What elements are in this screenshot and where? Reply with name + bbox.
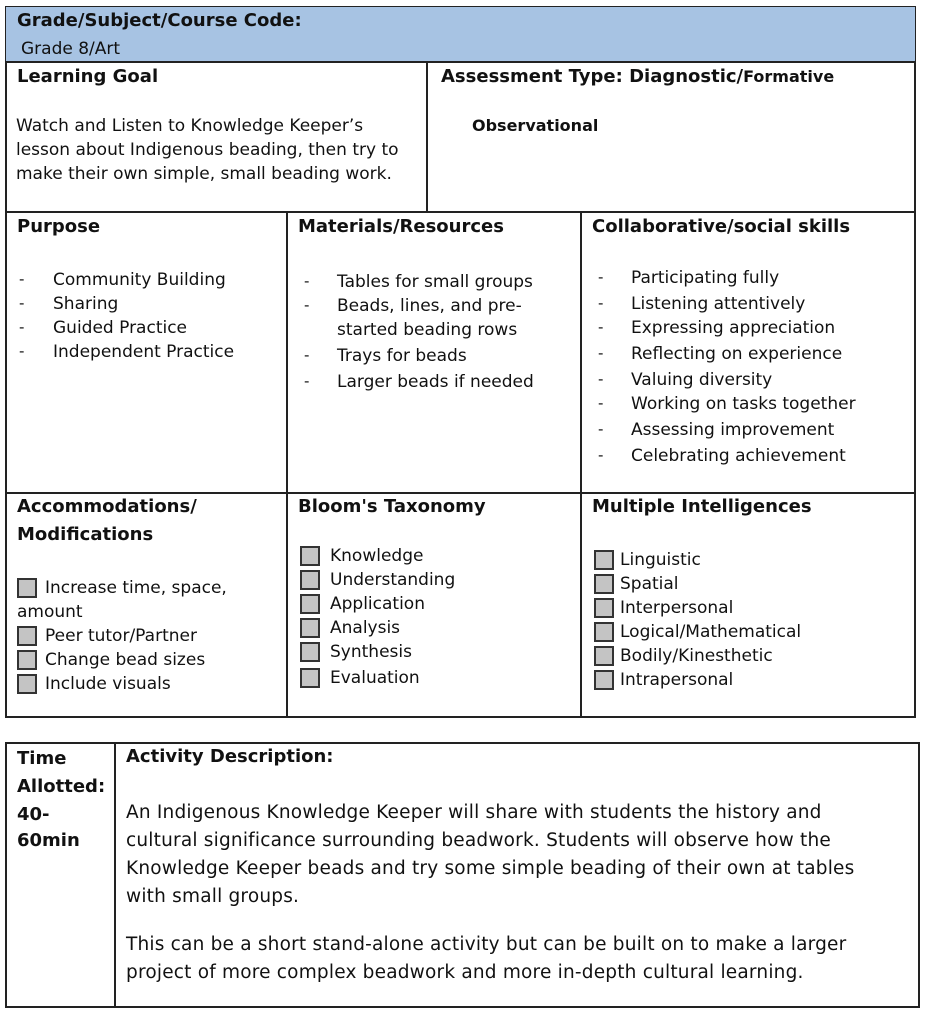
blooms-item: Application bbox=[330, 594, 425, 614]
social-skill-item: Working on tasks together bbox=[631, 394, 856, 414]
materials-item: Larger beads if needed bbox=[337, 372, 534, 392]
learning-goal-line: make their own simple, small beading work. bbox=[16, 164, 392, 184]
activity-paragraph-line: Knowledge Keeper beads and try some simple beading of their own at tables bbox=[126, 858, 855, 879]
social-skill-item: Participating fully bbox=[631, 268, 780, 288]
bullet-dash: - bbox=[598, 318, 604, 336]
assessment-heading-small: Formative bbox=[743, 67, 835, 86]
blooms-item: Understanding bbox=[330, 570, 456, 590]
bullet-dash: - bbox=[598, 394, 604, 412]
materials-item: Trays for beads bbox=[337, 346, 467, 366]
blooms-checkbox[interactable] bbox=[300, 618, 320, 638]
blooms-checkbox[interactable] bbox=[300, 546, 320, 566]
accommodation-item: Include visuals bbox=[45, 674, 171, 694]
bullet-dash: - bbox=[598, 344, 604, 362]
learning-goal-line: Watch and Listen to Knowledge Keeper’s bbox=[16, 116, 364, 136]
bullet-dash: - bbox=[19, 294, 25, 312]
bullet-dash: - bbox=[304, 372, 310, 390]
blooms-checkbox[interactable] bbox=[300, 570, 320, 590]
header-title: Grade/Subject/Course Code: bbox=[17, 10, 302, 31]
social-skill-item: Listening attentively bbox=[631, 294, 806, 314]
social-skill-item: Reflecting on experience bbox=[631, 344, 843, 364]
social-skill-item: Celebrating achievement bbox=[631, 446, 846, 466]
intelligence-item: Spatial bbox=[620, 574, 679, 594]
intelligence-item: Bodily/Kinesthetic bbox=[620, 646, 773, 666]
accommodation-item: Increase time, space, bbox=[45, 578, 227, 598]
materials-item: Beads, lines, and pre- bbox=[337, 296, 522, 316]
blooms-checkbox[interactable] bbox=[300, 642, 320, 662]
time-value: 40- bbox=[17, 804, 50, 825]
time-label: Allotted: bbox=[17, 776, 106, 797]
divider bbox=[6, 492, 915, 494]
blooms-checkbox[interactable] bbox=[300, 594, 320, 614]
purpose-item: Guided Practice bbox=[53, 318, 188, 338]
bullet-dash: - bbox=[598, 420, 604, 438]
purpose-item: Sharing bbox=[53, 294, 119, 314]
intelligence-item: Interpersonal bbox=[620, 598, 734, 618]
header-value: Grade 8/Art bbox=[21, 39, 121, 59]
materials-item: started beading rows bbox=[337, 320, 518, 340]
accommodation-checkbox[interactable] bbox=[17, 674, 37, 694]
intelligence-item: Logical/Mathematical bbox=[620, 622, 802, 642]
intelligence-item: Intrapersonal bbox=[620, 670, 734, 690]
intelligence-checkbox[interactable] bbox=[594, 646, 614, 666]
divider bbox=[114, 743, 116, 1007]
bullet-dash: - bbox=[598, 446, 604, 464]
purpose-item: Independent Practice bbox=[53, 342, 235, 362]
bullet-dash: - bbox=[598, 370, 604, 388]
accommodation-item: amount bbox=[17, 602, 83, 622]
divider bbox=[6, 211, 915, 213]
intelligence-checkbox[interactable] bbox=[594, 670, 614, 690]
activity-paragraph-line: An Indigenous Knowledge Keeper will share with students the history and bbox=[126, 802, 822, 823]
time-value: 60min bbox=[17, 830, 80, 851]
bullet-dash: - bbox=[304, 346, 310, 364]
materials-item: Tables for small groups bbox=[337, 272, 533, 292]
bullet-dash: - bbox=[19, 270, 25, 288]
intelligence-item: Linguistic bbox=[620, 550, 701, 570]
learning-goal-line: lesson about Indigenous beading, then try to bbox=[16, 140, 399, 160]
purpose-heading: Purpose bbox=[17, 216, 101, 237]
accommodation-item: Change bead sizes bbox=[45, 650, 206, 670]
activity-paragraph-line: This can be a short stand-alone activity but can be built on to make a larger bbox=[126, 934, 847, 955]
intelligences-heading: Multiple Intelligences bbox=[592, 496, 812, 517]
social-skill-item: Expressing appreciation bbox=[631, 318, 836, 338]
activity-paragraph-line: cultural significance surrounding beadwork. Students will observe how the bbox=[126, 830, 831, 851]
social-skills-heading: Collaborative/social skills bbox=[592, 216, 851, 237]
intelligence-checkbox[interactable] bbox=[594, 574, 614, 594]
activity-heading: Activity Description: bbox=[126, 746, 334, 767]
bullet-dash: - bbox=[19, 342, 25, 360]
bullet-dash: - bbox=[598, 294, 604, 312]
accommodations-heading: Accommodations/ bbox=[17, 496, 197, 517]
accommodation-checkbox[interactable] bbox=[17, 650, 37, 670]
blooms-item: Analysis bbox=[330, 618, 401, 638]
intelligence-checkbox[interactable] bbox=[594, 550, 614, 570]
bullet-dash: - bbox=[19, 318, 25, 336]
purpose-item: Community Building bbox=[53, 270, 226, 290]
blooms-heading: Bloom's Taxonomy bbox=[298, 496, 486, 517]
assessment-heading bbox=[441, 65, 834, 89]
assessment-value: Observational bbox=[472, 116, 599, 135]
intelligence-checkbox[interactable] bbox=[594, 598, 614, 618]
learning-goal-heading: Learning Goal bbox=[17, 66, 159, 87]
assessment-heading-main: Assessment Type: Diagnostic/ bbox=[441, 66, 744, 87]
bullet-dash: - bbox=[304, 296, 310, 314]
materials-heading: Materials/Resources bbox=[298, 216, 504, 237]
blooms-checkbox[interactable] bbox=[300, 668, 320, 688]
divider bbox=[426, 63, 428, 213]
time-label: Time bbox=[17, 748, 67, 769]
activity-paragraph-line: project of more complex beadwork and more in-depth cultural learning. bbox=[126, 962, 804, 983]
bullet-dash: - bbox=[598, 268, 604, 286]
bullet-dash: - bbox=[304, 272, 310, 290]
divider bbox=[580, 213, 582, 717]
accommodation-checkbox[interactable] bbox=[17, 626, 37, 646]
social-skill-item: Assessing improvement bbox=[631, 420, 835, 440]
blooms-item: Knowledge bbox=[330, 546, 424, 566]
accommodation-item: Peer tutor/Partner bbox=[45, 626, 197, 646]
activity-paragraph-line: with small groups. bbox=[126, 886, 300, 907]
divider bbox=[286, 213, 288, 717]
intelligence-checkbox[interactable] bbox=[594, 622, 614, 642]
accommodation-checkbox[interactable] bbox=[17, 578, 37, 598]
blooms-item: Evaluation bbox=[330, 668, 420, 688]
social-skill-item: Valuing diversity bbox=[631, 370, 773, 390]
blooms-item: Synthesis bbox=[330, 642, 412, 662]
accommodations-heading: Modifications bbox=[17, 524, 154, 545]
